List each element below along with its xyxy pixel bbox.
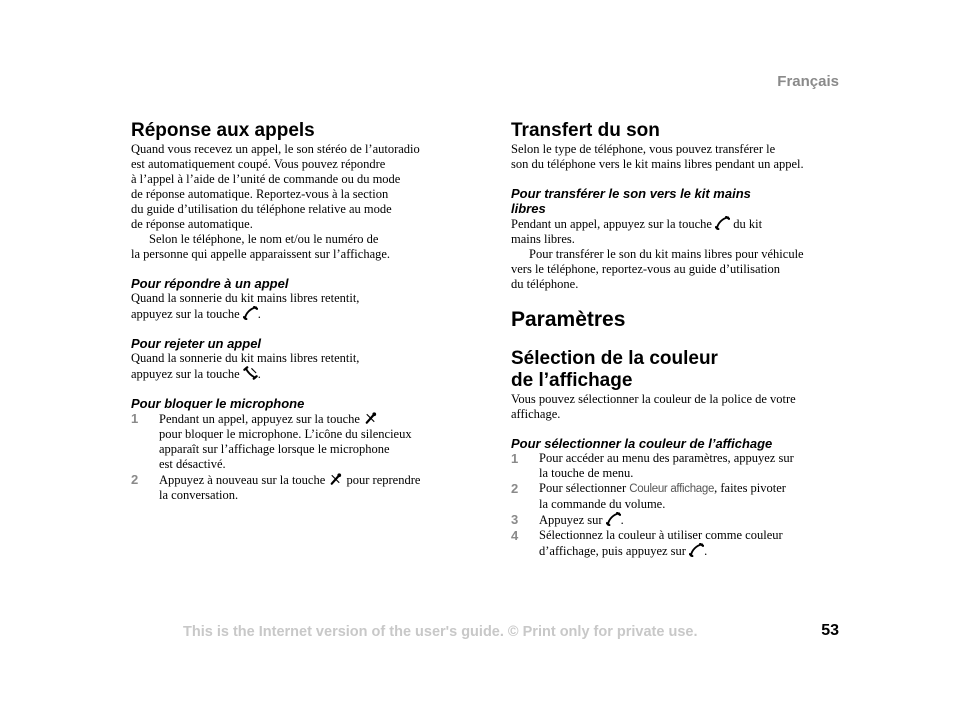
text-line [159,472,466,488]
text-fragment: appuyez sur la touche [131,307,240,321]
color-step-1 [511,451,846,481]
text-line: la conversation. [159,488,239,502]
text-line [131,306,466,322]
text-line: de réponse automatique. [131,217,253,231]
section-title-sound-transfer: Transfert du son [511,120,660,141]
text-fragment: appuyez sur la touche [131,367,240,381]
subheading-answer-call: Pour répondre à un appel [131,276,289,291]
text-fragment: Appuyez sur [539,513,603,527]
text-fragment: . [620,513,624,527]
mute-step-2 [131,472,466,503]
answering-intro [131,142,466,232]
step-number: 2 [131,472,139,487]
transfer-to-kit-text [511,216,846,247]
language-label: Français [777,73,839,90]
text-line: du guide d’utilisation du téléphone relative au mode [131,202,392,216]
text-line: apparaît sur l’affichage lorsque le microphone [159,442,390,456]
text-line: est automatiquement coupé. Vous pouvez répondre [131,157,386,171]
color-step-2 [511,481,846,512]
microphone-mute-icon [363,411,378,425]
page-number: 53 [821,622,839,639]
color-step-4 [511,528,846,559]
text-line: vers le téléphone, reportez-vous au guide d’utilisation [511,262,781,276]
text-line [539,481,846,497]
subheading-transfer-to-kit [511,186,846,216]
text-fragment: pour reprendre [346,473,421,487]
text-line: Quand la sonnerie du kit mains libres retentit, [131,291,360,305]
text-line: Pour transférer le son du kit mains libres pour véhicule [529,247,804,261]
text-line: son du téléphone vers le kit mains libres pendant un appel. [511,157,804,171]
phone-answer-icon [689,543,704,557]
text-line: libres [511,201,546,216]
text-fragment: du kit [733,217,763,231]
microphone-mute-icon [328,472,343,486]
transfer-to-phone-text [511,247,846,292]
text-line: la personne qui appelle apparaissent sur l’affichage. [131,247,391,261]
text-line [539,543,846,559]
phone-answer-icon [606,512,621,526]
step-number: 1 [131,411,139,426]
text-line: affichage. [511,407,561,421]
menu-term-display-color: Couleur affichage [629,483,715,495]
display-color-intro [511,392,846,422]
text-line [539,512,846,528]
subheading-select-display-color: Pour sélectionner la couleur de l’affichage [511,436,773,451]
text-line: Selon le type de téléphone, vous pouvez transférer le [511,142,776,156]
reject-call-text [131,351,466,382]
answer-call-text [131,291,466,322]
subheading-reject-call: Pour rejeter un appel [131,336,262,351]
color-step-3 [511,512,846,528]
step-number: 4 [511,528,519,543]
text-line: Sélection de la couleur [511,348,718,369]
text-line: Vous pouvez sélectionner la couleur de la police de votre [511,392,796,406]
footer-notice: This is the Internet version of the user's guide. © Print only for private use. [183,624,698,640]
text-line: est désactivé. [159,457,226,471]
text-fragment: Pendant un appel, appuyez sur la touche [159,412,360,426]
step-number: 3 [511,512,519,527]
mute-step-1 [131,411,466,472]
step-number: 1 [511,451,519,466]
answering-intro-2 [131,232,466,262]
text-line: la touche de menu. [539,466,634,480]
text-line [159,411,466,427]
text-line: de réponse automatique. Reportez-vous à la section [131,187,389,201]
text-line [131,366,466,382]
sound-transfer-intro [511,142,846,172]
text-line: Quand vous recevez un appel, le son stéréo de l’autoradio [131,142,420,156]
text-fragment: . [704,544,708,558]
text-line: Sélectionnez la couleur à utiliser comme couleur [539,528,783,542]
right-column [511,120,846,559]
left-column [131,120,466,503]
text-line: Quand la sonnerie du kit mains libres retentit, [131,351,360,365]
text-line [511,216,846,232]
text-line: mains libres. [511,232,575,246]
section-title-answering: Réponse aux appels [131,120,315,141]
text-fragment: . [257,307,261,321]
section-title-display-color [511,348,846,392]
phone-reject-icon [243,366,258,380]
text-line: Pour accéder au menu des paramètres, appuyez sur [539,451,794,465]
text-fragment: d’affichage, puis appuyez sur [539,544,686,558]
text-fragment: Pendant un appel, appuyez sur la touche [511,217,712,231]
phone-answer-icon [715,216,730,230]
text-fragment: , faites pivoter [714,481,786,495]
text-fragment: Pour sélectionner [539,481,627,495]
section-title-settings: Paramètres [511,308,626,331]
text-line: du téléphone. [511,277,579,291]
subheading-mute-microphone: Pour bloquer le microphone [131,396,305,411]
text-line: la commande du volume. [539,497,666,511]
step-number: 2 [511,481,519,496]
text-fragment: Appuyez à nouveau sur la touche [159,473,326,487]
text-line: à l’appel à l’aide de l’unité de commande ou du mode [131,172,401,186]
text-fragment: . [257,367,261,381]
phone-answer-icon [243,306,258,320]
text-line: Pour transférer le son vers le kit mains [511,186,751,201]
text-line: Selon le téléphone, le nom et/ou le numéro de [149,232,379,246]
text-line: de l’affichage [511,370,633,391]
text-line: pour bloquer le microphone. L’icône du silencieux [159,427,412,441]
